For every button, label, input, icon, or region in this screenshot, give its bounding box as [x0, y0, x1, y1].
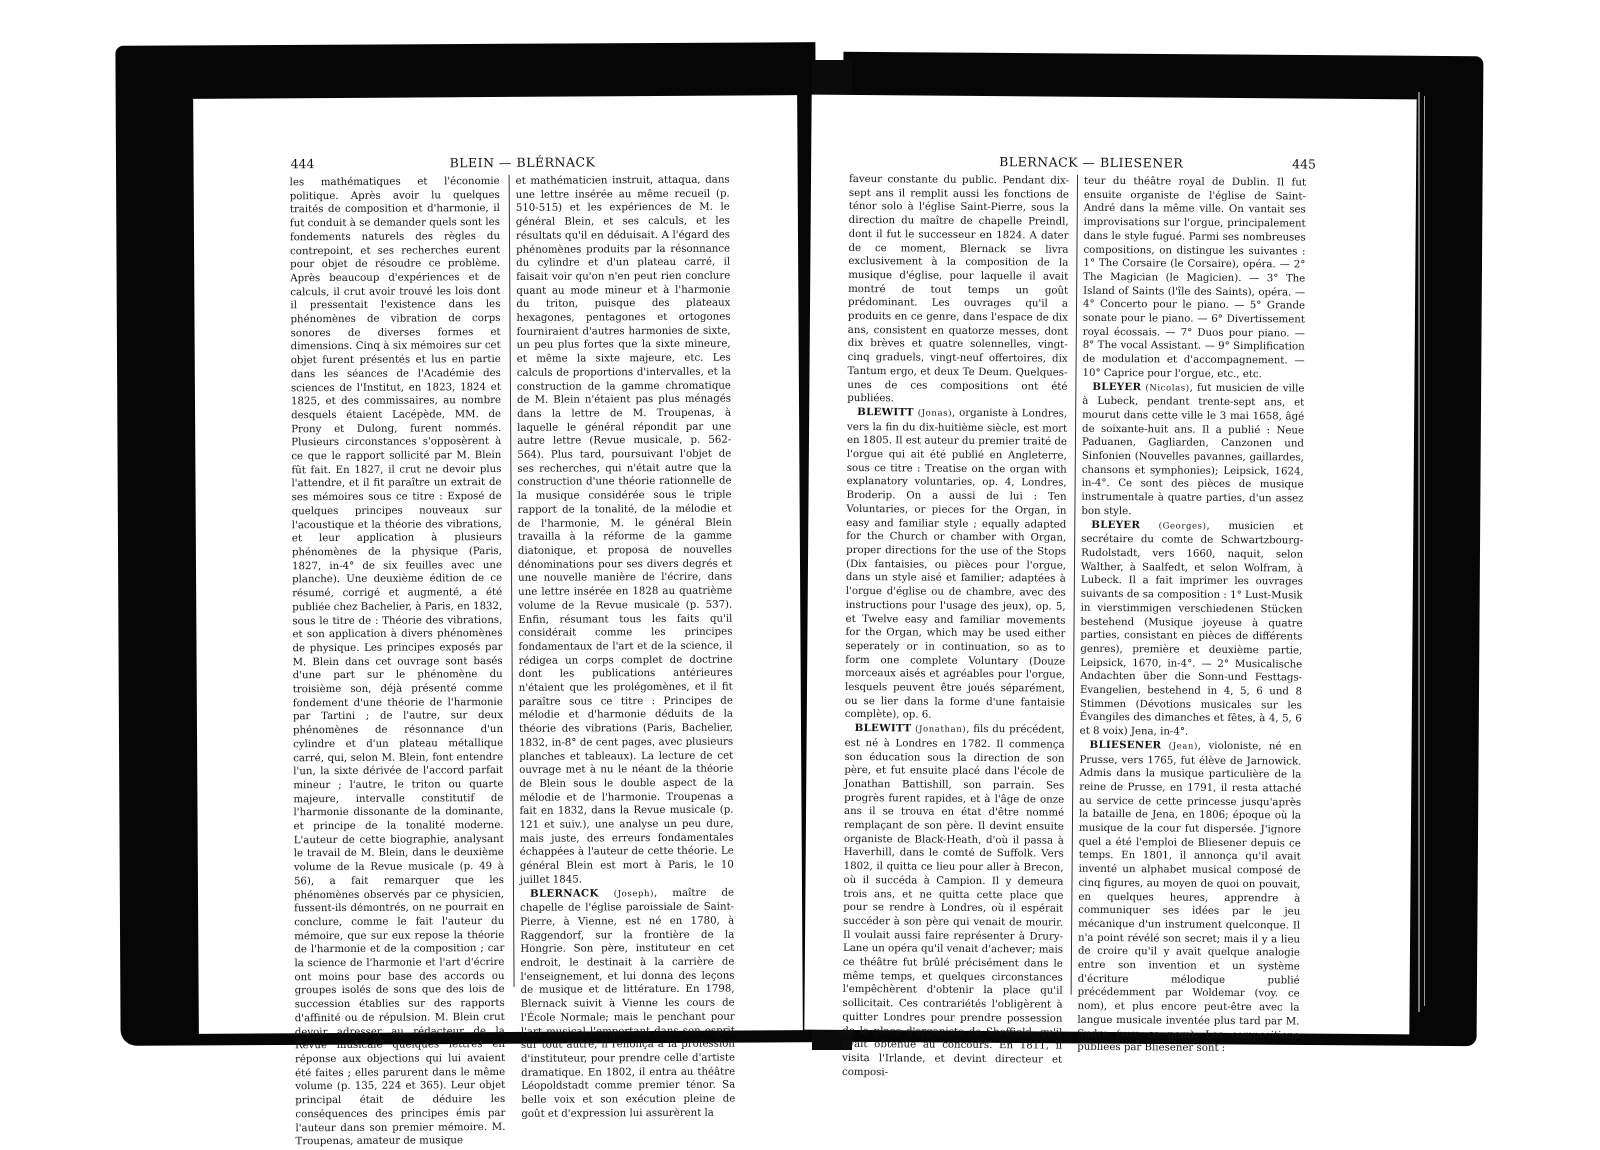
text-column-2: [1077, 175, 1306, 1057]
page-edges: [1418, 92, 1420, 1012]
entry-headword: BLIESENER: [1089, 738, 1162, 752]
entry-blewitt-jonas: [845, 406, 1067, 724]
entry-given-name: (Joseph): [613, 888, 655, 899]
entry-given-name: (Nicolas): [1145, 382, 1190, 394]
paragraph: faveur constante du public. Pendant dix-sept ans il remplit aussi les fonctions de ténor solo à l'église Saint-Pierre, sous la direction du maître de chapelle Preindl, dont il fut le successeur en 1824. A dater de ce moment, Blernack se livra exclusivement à la composition de la musique d'église, pour laquelle il avait montré de tout temps un goût prédominant. Les ouvrages qu'il a produits en ce genre, dans l'espace de dix ans, consistent en quatorze messes, dont dix brèves et quatre solennelles, vingt-cinq graduels, vingt-neuf offertoires, dix Tantum ergo, et deux Te Deum. Quelques-unes de ces compositions ont été publiées.: [847, 173, 1070, 405]
entry-bleyer-nicolas: [1081, 380, 1304, 520]
entry-given-name: (Jean): [1168, 741, 1198, 752]
entry-blewitt-jonathan: [842, 722, 1065, 1081]
entry-given-name: (Jonathan): [915, 724, 967, 735]
text-column-2: [516, 174, 736, 1122]
entry-text: , violoniste, né en Prusse, vers 1765, fut élève de Jarnowick. Admis dans la musique particulière de la reine de Prusse, en 1791, il resta attaché au service de cette princesse jusqu'après la bataille de Jena, en 1806; époque où la musique de la cour fut dispersée. J'ignore quel a été l'emploi de Bliesener depuis ce temps. En 1801, il annonça qu'il avait inventé un alphabet musical composé de cinq figures, au moyen de quoi on pouvait, en quelques heures, apprendre à communiquer ses idées par le jeu mécanique d'un instrument quelconque. Il n'a point révélé son secret; mais il y a lieu de croire qu'il y avait quelque analogie entre son invention et un système d'écriture mélodique publié précédemment par Woldemar (voy. ce nom), et plus encore peut-être avec la langue musicale inventée plus tard par M. Sudre (voy. ce nom). Les compositions publiées par Bliesener sont :: [1077, 740, 1302, 1055]
entry-bliesener: [1077, 739, 1301, 1057]
entry-headword: BLEWITT: [854, 722, 912, 735]
entry-given-name: (Jonas): [917, 408, 953, 419]
column-rule: [1071, 175, 1078, 995]
entry-bleyer-georges: [1080, 518, 1304, 740]
paragraph: teur du théâtre royal de Dublin. Il fut ensuite organiste de l'église de Saint-André dans la même ville. On vantait ses improvisations sur l'orgue, principalement dans le style fugué. Parmi ses nombreuses compositions, on distingue les suivantes : 1° The Corsaire (le Corsaire), opéra. — 2° The Magician (le Magicien). — 3° The Island of Saints (l'île des Saints), opéra. — 4° Concerto pour le piano. — 5° Grande sonate pour le piano. — 6° Divertissement royal écossais. — 7° Duos pour piano. — 8° The vocal Assistant. — 9° Simplification de modulation et d'accompagnement. — 10° Caprice pour l'orgue, etc., etc.: [1082, 175, 1307, 381]
text-column-1: [842, 173, 1069, 1081]
entry-text: , musicien et secrétaire du comte de Schwartzbourg-Rudolstadt, vers 1660, naquit, selon Walther, à Saalfedt, et selon Wolfram, à Lubeck. Il a fait imprimer les ouvrages suivants de sa composition : 1° Lust-Musik in vierstimmigen verschiedenen Stücken bestehend (Musique joyeuse à quatre parties, consistant en pièces de différents genres), première et deuxième partie, Leipsick, 1670, in-4°. — 2° Musicalische Andachten über die Sonn-und Festtags-Evangelien, bestehend in 4, 5, 6 und 8 Stimmen (Dévotions musicales sur les Évangiles des dimanches et fêtes, à 4, 5, 6 et 8 voix) Jena, in-4°.: [1079, 520, 1304, 738]
entry-headword: BLERNACK: [529, 886, 599, 900]
page-edges-inner: [1424, 96, 1425, 1006]
page-number: 445: [1292, 156, 1317, 172]
entry-text: , maître de chapelle de l'église paroissiale de Saint-Pierre, à Vienne, est né en 1780, à Raggendorf, sur la frontière de la Hongrie. Son père, instituteur en cet endroit, le destinait à la carrière de l'enseignement, et lui donna des leçons de musique et de littérature. En 1798, Blernack suivit à Vienne les cours de l'École Normale; mais le penchant pour l'art musical l'emportant dans son esprit sur tout autre, il renonça à la profession d'instituteur, pour prendre celle d'artiste dramatique. En 1802, il entra au théâtre Léopoldstadt comme premier ténor. Sa belle voix et son exécution pleine de goût et d'expression lui assurèrent la: [520, 887, 736, 1120]
page-number: 444: [290, 156, 315, 172]
running-head: BLEIN — BLÉRNACK: [449, 154, 596, 171]
right-page: [804, 95, 1416, 1078]
entry-headword: BLEYER: [1091, 518, 1141, 531]
paragraph: les mathématiques et l'économie politique. Après avoir lu quelques traités de composition et d'harmonie, il fut conduit à se demander quels sont les fondements naturels des règles du contrepoint, et ses recherches eurent pour objet de résoudre ce problème. Après beaucoup d'expériences et de calculs, il crut avoir trouvé les lois dont il pressentait l'existence dans les phénomènes de vibration de corps sonores de diverses formes et dimensions. Cinq à six mémoires sur cet objet furent présentés et lus en partie dans les séances de l'Académie des sciences de l'Institut, en 1823, 1824 et 1825, et des commissaires, au nombre desquels étaient Lacépède, MM. de Prony et Dulong, furent nommés. Plusieurs circonstances s'opposèrent à ce que le rapport sollicité par M. Blein fût fait. En 1827, il crut ne devoir plus l'attendre, et il fit paraître un extrait de ses mémoires sous ce titre : Exposé de quelques principes nouveaux sur l'acoustique et la théorie des vibrations, et leur application à plusieurs phénomènes de la physique (Paris, 1827, in-4° de six feuilles avec une planche). Une deuxième édition de ce résumé, corrigé et augmenté, a été publiée chez Bachelier, à Paris, en 1832, sous le titre de : Théorie des vibrations, et son application à divers phénomènes de physique. Les principes exposés par M. Blein dans cet ouvrage sont basés d'une part sur le phénomène du troisième son, déjà présenté comme fondement d'une théorie de l'harmonie par Tartini ; de l'autre, sur deux phénomènes de résonnance d'un cylindre et d'un plateau métallique carré, qui, selon M. Blein, font entendre l'un, la sixte dérivée de l'accord parfait mineur ; l'autre, le triton ou quarte majeure, intervalle constitutif de l'harmonie dissonante de la dominante, et principe de la tonalité moderne. L'auteur de cette biographie, analysant le travail de M. Blein, dans le deuxième volume de la Revue musicale (p. 49 à 56), a fait remarquer que les phénomènes observés par ce physicien, fussent-ils démontrés, on ne pourrait en conclure, comme le fait l'auteur du mémoire, que sur eux repose la théorie de l'harmonie et de la composition ; car la science de l'harmonie et l'art d'écrire ont moins pour base des accords ou groupes isolés de sons que des lois de succession établies sur des rapports d'affinité ou de répulsion. M. Blein crut devoir adresser au rédacteur de la Revue musicale quelques lettres en réponse aux objections qui lui avaient été faites ; elles parurent dans le même volume (p. 135, 224 et 365). Leur objet principal était de déduire les conséquences des principes émis par l'auteur dans son premier mémoire. M. Troupenas, amateur de musique: [289, 175, 506, 1148]
entry-text: , organiste à Londres, vers la fin du dix-huitième siècle, est mort en 1805. Il est auteur du premier traité de l'orgue qui ait été publié en Angleterre, sous ce titre : Treatise on the organ with explanatory voluntaries, op. 4, Londres, Broderip. On a aussi de lui : Ten Voluntaries, or pieces for the Organ, in easy and familiar style ; equally adapted for the Church or chamber with Organ, proper directions for the use of the Stops (Dix fantaisies, ou pièces pour l'orgue, dans un style aisé et familier; adaptées à l'orgue d'église ou de chambre, avec des instructions pour l'usage des jeux), op. 5, et Twelve easy and familiar movements for the Organ, which may be used either seperately or in continuation, so as to form one complete Voluntary (Douze morceaux aisés et agréables pour l'orgue, lesquels peuvent être joués séparément, ou se lier dans la forme d'une fantaisie complète), op. 6.: [844, 407, 1068, 722]
entry-headword: BLEYER: [1092, 380, 1142, 393]
entry-text: , fut musicien de ville à Lubeck, pendant trente-sept ans, et mourut dans cette ville le 3 mai 1658, âgé de soixante-huit ans. Il a publié : Neue Paduanen, Gagliarden, Canzonen und Sinfonien (Nouvelles pavannes, gaillardes, chansons et symphonies); Leipsick, 1624, in-4°. Ce sont des pièces de musique instrumentale à quatre parties, d'un assez bon style.: [1081, 382, 1305, 518]
entry-given-name: (Georges): [1158, 520, 1207, 532]
text-column-1: [290, 175, 506, 1149]
entry-text: , fils du précédent, est né à Londres en 1782. Il commença son éducation sous la direction de son père, et fut ensuite placé dans l'école de Jonathan Battishill, son parrain. Ses progrès furent rapides, et à l'âge de onze ans il se trouva en état d'être nommé remplaçant de son père. Il devint ensuite organiste de Black-Heath, d'où il passa à Haverhill, dans le comté de Suffolk. Vers 1802, il quitta ce lieu pour aller à Brecon, où il succéda à Campion. Il y demeura trois ans, et ne quitta cette place que pour se rendre à Londres, où il espérait succéder à son père qui venait de mourir. Il voulait aussi faire représenter à Drury-Lane un opéra qu'il venait d'achever; mais ce théâtre fut brûlé précisément dans le même temps, et quelques circonstances l'empêchèrent d'obtenir la place qu'il sollicitait. Ces contrariétés l'obligèrent à quitter Londres pour prendre possession de la place d'organiste de Sheffield, qu'il avait obtenue au concours. En 1811, il visita l'Irlande, et devint directeur et composi-: [841, 723, 1065, 1078]
entry-blernack: [520, 886, 735, 1121]
column-rule: [509, 175, 515, 987]
entry-headword: BLEWITT: [857, 405, 914, 419]
paragraph: et mathématicien instruit, attaqua, dans une lettre insérée au même recueil (p. 510-515) et les expériences de M. le général Blein, et ses calculs, et les résultats qu'il en déduisait. A l'égard des phénomènes produits par la résonnance du cylindre et d'un plateau carré, il faisait voir qu'on n'en peut rien conclure quant au mode mineur et à l'harmonie du triton, puisque des plateaux hexagones, pentagones et ortogones fourniraient d'autres harmonies de sixte, un peu plus fortes que la sixte mineure, et même la sixte majeure, etc. Les calculs de proportions d'intervalles, et la construction de la gamme chromatique de M. Blein n'étaient pas plus ménagés dans la lettre de M. Troupenas, à laquelle le général répondit par une autre lettre (Revue musicale, p. 562-564). Plus tard, poursuivant l'objet de ses recherches, qui n'était autre que la construction d'une théorie rationnelle de la musique considérée sous le triple rapport de la tonalité, de la mélodie et de l'harmonie, M. le général Blein travailla à la réforme de la gamme diatonique, et proposa de nouvelles dénominations pour ses divers degrés et une nouvelle manière de l'écrire, dans une lettre insérée en 1828 au quatrième volume de la Revue musicale (p. 537). Enfin, résumant tous les faits qu'il considérait comme les principes fondamentaux de l'art et de la science, il rédigea un corps complet de doctrine dont les publications antérieures n'étaient que les prolégomènes, et il fit paraître sous ce titre : Principes de mélodie et d'harmonie déduits de la théorie des vibrations (Paris, Bachelier, 1832, in-8° de cent pages, avec plusieurs planches et tableaux). La lecture de cet ouvrage met à nu le néant de la théorie de Blein sous le double aspect de la mélodie et de l'harmonie. Troupenas a fait en 1832, dans la Revue musicale (p. 121 et suiv.), une analyse un peu dure, mais juste, des erreurs fondamentales échappées à l'auteur de cette théorie. Le général Blein est mort à Paris, le 10 juillet 1845.: [515, 174, 734, 886]
running-head: BLERNACK — BLIESENER: [999, 154, 1184, 171]
left-page: [193, 95, 803, 1148]
